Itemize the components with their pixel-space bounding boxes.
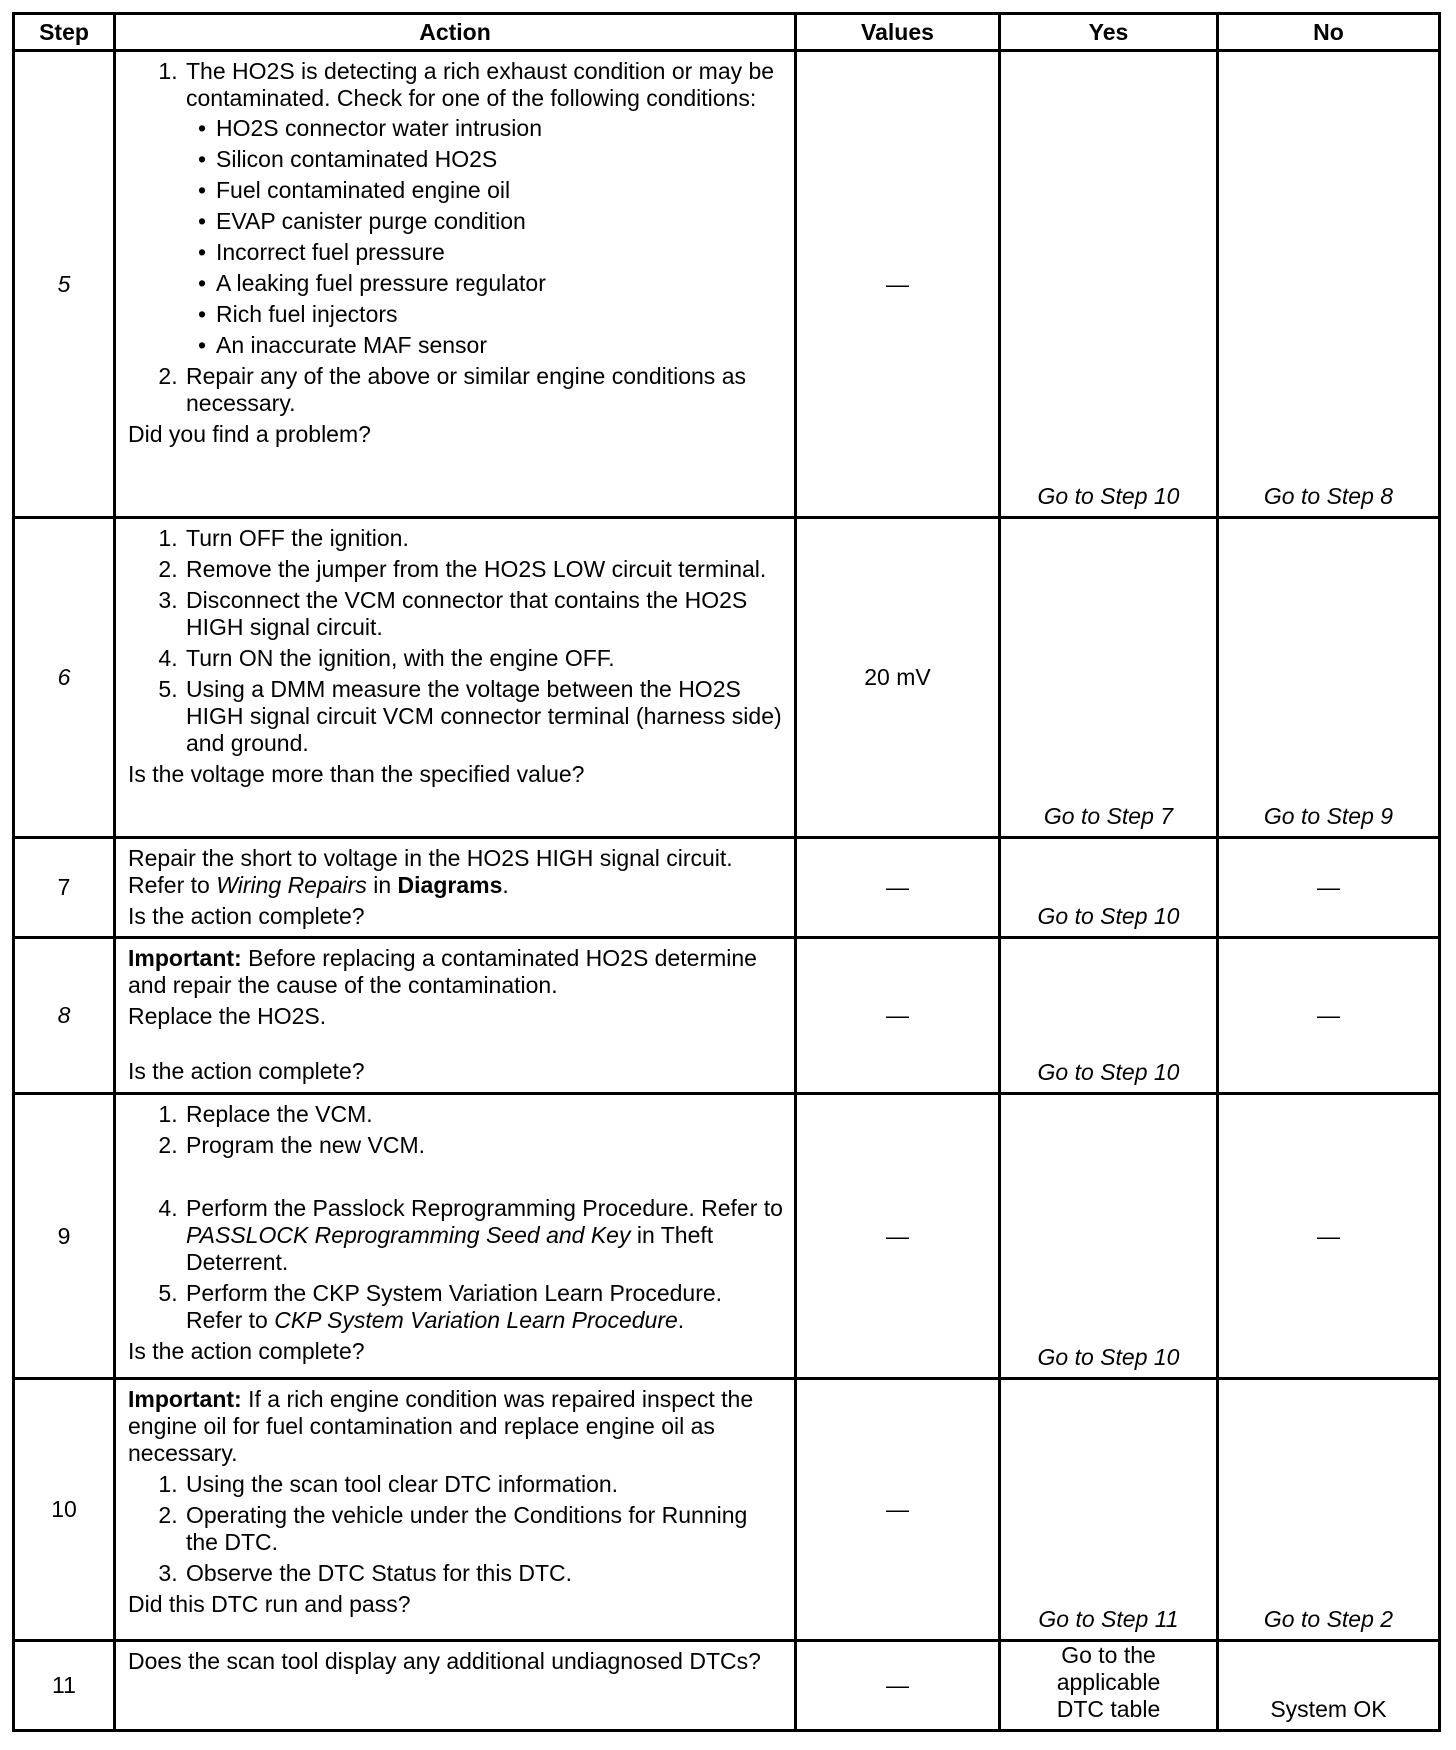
ckp-link: CKP System Variation Learn Procedure xyxy=(274,1307,678,1333)
passlock-link: PASSLOCK Reprogramming Seed and Key xyxy=(186,1222,631,1248)
table-row xyxy=(14,1094,1440,1379)
action-item: 3. Observe the DTC Status for this DTC. xyxy=(184,1560,784,1587)
condition-item: • Silicon contaminated HO2S xyxy=(214,146,784,173)
no-cell: Go to Step 8 xyxy=(1218,51,1440,518)
value-cell: — xyxy=(796,838,1000,938)
question: Is the voltage more than the specified value? xyxy=(128,761,585,787)
no-cell: — xyxy=(1218,1094,1440,1379)
wiring-repairs-link: Wiring Repairs xyxy=(216,872,367,898)
action-item: 5. Perform the CKP System Variation Learn Procedure. Refer to CKP System Variation Learn Procedure. xyxy=(184,1280,784,1334)
table-row xyxy=(14,51,1440,518)
header-values: Values xyxy=(796,14,1000,51)
header-no: No xyxy=(1218,14,1440,51)
action-item: 2. Program the new VCM. xyxy=(184,1132,784,1159)
table-row xyxy=(14,518,1440,838)
diagnostic-table xyxy=(12,12,1441,1732)
yes-cell: Go to Step 10 xyxy=(1000,938,1218,1094)
no-cell: — xyxy=(1218,938,1440,1094)
question: Did you find a problem? xyxy=(128,421,371,447)
action-item: 2. Operating the vehicle under the Conditions for Running the DTC. xyxy=(184,1502,784,1556)
important-label: Important: xyxy=(128,945,242,971)
condition-item: • Incorrect fuel pressure xyxy=(214,239,784,266)
value-cell: 20 mV xyxy=(796,518,1000,838)
no-cell: System OK xyxy=(1218,1641,1440,1731)
action-item: 4. Turn ON the ignition, with the engine OFF. xyxy=(184,645,784,672)
action-item: 4. Perform the Passlock Reprogramming Procedure. Refer to PASSLOCK Reprogramming Seed and Key in Theft Deterrent. xyxy=(184,1195,784,1276)
yes-cell: Go to Step 10 xyxy=(1000,1094,1218,1379)
action-cell: Important: If a rich engine condition was repaired inspect the engine oil for fuel contamination and replace engine oil as necessary. 1. Using the scan tool clear DTC information. 2. Operating the vehicle under the Conditions for Running the DTC. 3. Observe the DTC Status for this DTC. Did this DTC run and pass? xyxy=(115,1379,796,1641)
question: Is the action complete? xyxy=(128,903,365,929)
condition-list xyxy=(186,115,784,359)
yes-cell: Go to Step 10 xyxy=(1000,51,1218,518)
header-step: Step xyxy=(14,14,115,51)
action-cell xyxy=(115,51,796,518)
no-cell: Go to Step 2 xyxy=(1218,1379,1440,1641)
action-item: 1. Using the scan tool clear DTC information. xyxy=(184,1471,784,1498)
yes-cell: Go to Step 10 xyxy=(1000,838,1218,938)
question: Did this DTC run and pass? xyxy=(128,1591,411,1617)
table-row xyxy=(14,1641,1440,1731)
value-cell: — xyxy=(796,1379,1000,1641)
action-item: 1. Turn OFF the ignition. xyxy=(184,525,784,552)
value-cell: — xyxy=(796,1641,1000,1731)
table-row xyxy=(14,1379,1440,1641)
header-yes: Yes xyxy=(1000,14,1218,51)
question: Is the action complete? xyxy=(128,1338,365,1364)
yes-cell: Go to Step 7 xyxy=(1000,518,1218,838)
action-text: Replace the HO2S. xyxy=(128,1003,327,1029)
condition-item: • Rich fuel injectors xyxy=(214,301,784,328)
question: Is the action complete? xyxy=(128,1058,365,1084)
header-row xyxy=(14,14,1440,51)
action-item: 3. Disconnect the VCM connector that contains the HO2S HIGH signal circuit. xyxy=(184,587,784,641)
value-cell: — xyxy=(796,938,1000,1094)
step-number: 7 xyxy=(14,838,115,938)
important-label: Important: xyxy=(128,1386,242,1412)
step-number: 10 xyxy=(14,1379,115,1641)
yes-cell: Go to Step 11 xyxy=(1000,1379,1218,1641)
step-number: 11 xyxy=(14,1641,115,1731)
action-item: 5. Using a DMM measure the voltage between the HO2S HIGH signal circuit VCM connector terminal (harness side) and ground. xyxy=(184,676,784,757)
action-cell: Important: Before replacing a contaminated HO2S determine and repair the cause of the contamination. Replace the HO2S. Is the action complete? xyxy=(115,938,796,1094)
action-item: 1. Replace the VCM. xyxy=(184,1101,784,1128)
action-cell xyxy=(115,1094,796,1379)
step-number: 8 xyxy=(14,938,115,1094)
no-cell: Go to Step 9 xyxy=(1218,518,1440,838)
step-number: 9 xyxy=(14,1094,115,1379)
action-item: 2. Remove the jumper from the HO2S LOW circuit terminal. xyxy=(184,556,784,583)
no-cell: — xyxy=(1218,838,1440,938)
value-cell: — xyxy=(796,1094,1000,1379)
table-row xyxy=(14,938,1440,1094)
step-number: 6 xyxy=(14,518,115,838)
header-action: Action xyxy=(115,14,796,51)
condition-item: • An inaccurate MAF sensor xyxy=(214,332,784,359)
condition-item: • EVAP canister purge condition xyxy=(214,208,784,235)
action-item: 1. The HO2S is detecting a rich exhaust condition or may be contaminated. Check for one of the following conditions: • HO2S connector water intrusion • Silicon contaminated HO2S • Fuel contaminated engine oil • EVAP canister purge condition • Incorrect fuel pressure • A leaking fuel pressure regulator • Rich fuel injectors • An inaccurate MAF sensor xyxy=(184,58,784,359)
action-cell xyxy=(115,518,796,838)
condition-item: • HO2S connector water intrusion xyxy=(214,115,784,142)
action-cell: Repair the short to voltage in the HO2S HIGH signal circuit. Refer to Wiring Repairs in Diagrams. Is the action complete? xyxy=(115,838,796,938)
action-cell: Does the scan tool display any additional undiagnosed DTCs? xyxy=(115,1641,796,1731)
condition-item: • A leaking fuel pressure regulator xyxy=(214,270,784,297)
action-item: 2. Repair any of the above or similar engine conditions as necessary. xyxy=(184,363,784,417)
yes-cell: Go to the applicable DTC table xyxy=(1000,1641,1218,1731)
condition-item: • Fuel contaminated engine oil xyxy=(214,177,784,204)
value-cell: — xyxy=(796,51,1000,518)
table-row xyxy=(14,838,1440,938)
step-number: 5 xyxy=(14,51,115,518)
